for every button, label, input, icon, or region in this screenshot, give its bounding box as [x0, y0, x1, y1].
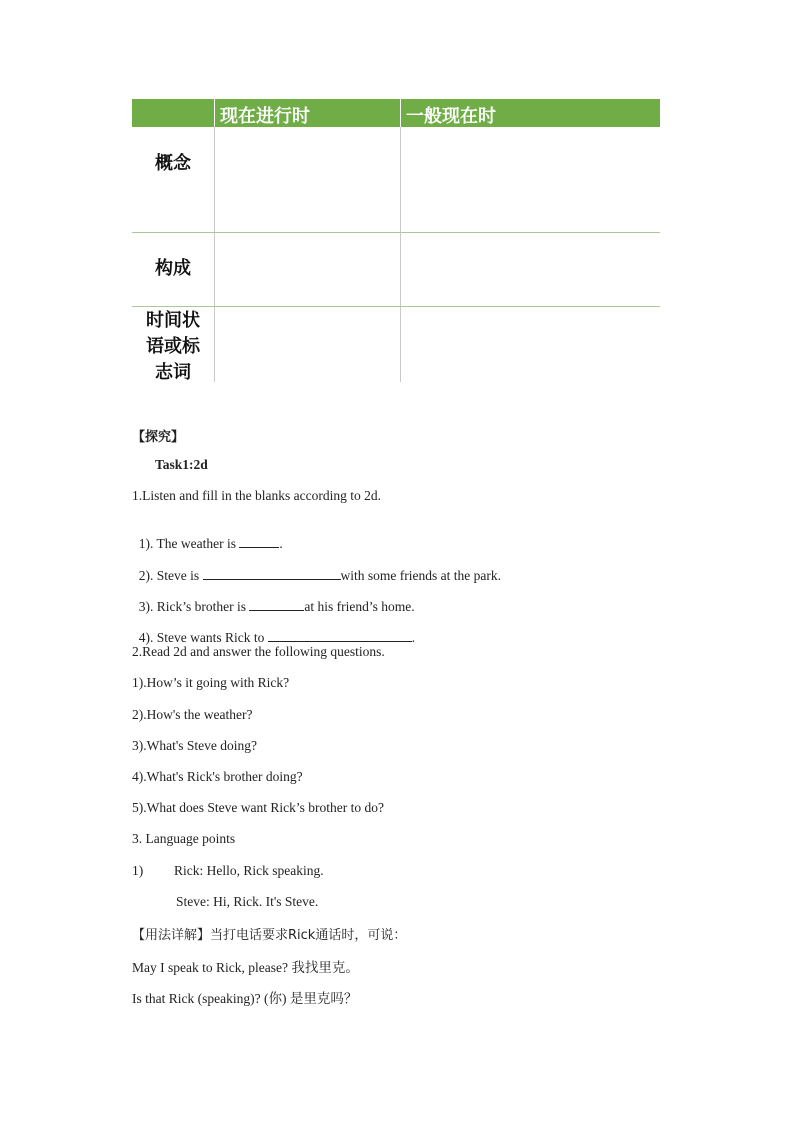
example-line: Is that Rick (speaking)? (你) 是里克吗？	[132, 991, 358, 1006]
dialog-line: Rick: Hello, Rick speaking.	[174, 863, 324, 878]
col-divider-2	[400, 99, 401, 127]
row-label-time-words	[132, 308, 214, 386]
q2-item: 1).How’s it going with Rick?	[132, 675, 290, 690]
q1-item-text: .	[411, 630, 416, 645]
q1-item-text: 3). Rick’s brother is	[138, 599, 250, 614]
row-label-line: 时间状	[146, 310, 200, 331]
q2-item: 2).How's the weather?	[132, 707, 253, 722]
header-simple-present: 一般现在时	[406, 106, 496, 127]
row-label-concept: 概念	[155, 153, 191, 174]
row-divider-1	[132, 232, 660, 233]
q1-item-text: 1). The weather is	[138, 536, 240, 551]
row-label-line: 语或标	[146, 336, 200, 357]
row-divider-2	[132, 306, 660, 307]
point-number: 1)	[132, 863, 144, 878]
q1-item-text: 2). Steve is	[138, 568, 203, 583]
q2-item: 3).What's Steve doing?	[132, 738, 258, 753]
fill-blank[interactable]	[203, 567, 341, 580]
table-header-bar	[132, 99, 660, 127]
dialog-line: Steve: Hi, Rick. It's Steve.	[176, 894, 319, 909]
row-label-structure: 构成	[155, 258, 191, 279]
header-progressive: 现在进行时	[220, 106, 310, 127]
fill-blank[interactable]	[268, 629, 412, 642]
section-title: 【探究】	[132, 430, 185, 445]
fill-blank[interactable]	[249, 598, 304, 611]
q1-title: 1.Listen and fill in the blanks according to 2d.	[132, 488, 381, 503]
task-title: Task1:2d	[155, 457, 208, 472]
q1-item-text: 4). Steve wants Rick to	[138, 630, 268, 645]
q1-item-4	[132, 613, 415, 646]
q1-item-text: at his friend’s home.	[304, 599, 415, 614]
col-divider-2-body	[400, 127, 401, 382]
q1-item-3	[132, 582, 415, 615]
q2-item: 5).What does Steve want Rick’s brother to do?	[132, 800, 384, 815]
usage-note: 【用法详解】当打电话要求Rick通话时，可说：	[132, 928, 407, 943]
q2-item: 4).What's Rick's brother doing?	[132, 769, 303, 784]
row-label-line: 志词	[155, 362, 191, 383]
q1-item-1	[132, 519, 283, 552]
example-line: May I speak to Rick, please? 我找里克。	[132, 960, 359, 975]
q3-title: 3. Language points	[132, 831, 236, 846]
q2-title: 2.Read 2d and answer the following questions.	[132, 644, 385, 659]
q1-item-text: with some friends at the park.	[340, 568, 501, 583]
q1-item-text: .	[279, 536, 283, 551]
col-divider-1-body	[214, 127, 215, 382]
fill-blank[interactable]	[239, 535, 279, 548]
q1-item-2	[132, 551, 501, 584]
